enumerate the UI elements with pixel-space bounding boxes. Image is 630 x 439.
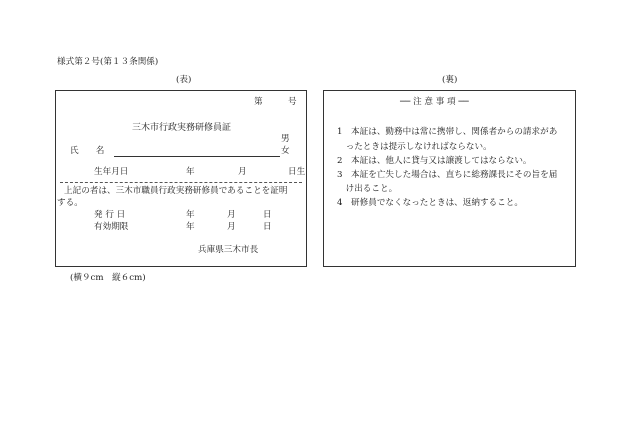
name-label: 氏 名 — [70, 146, 105, 156]
notice-item-1-cont: ったときは提示しなければならない。 — [337, 142, 492, 152]
cert-line-2: する。 — [57, 198, 83, 208]
notice-title: ── 注 意 事 項 ── — [400, 97, 469, 107]
expiry-day: 日 — [263, 222, 272, 232]
notice-item-2: 2 本証は、他人に貸与又は譲渡してはならない。 — [337, 156, 532, 166]
birth-month: 月 — [238, 167, 247, 177]
issue-day: 日 — [263, 210, 272, 220]
number-dai: 第 — [254, 97, 263, 107]
issue-month: 月 — [227, 210, 236, 220]
number-gou: 号 — [288, 97, 297, 107]
front-side-label: (表) — [176, 75, 192, 85]
notice-item-3: 3 本証を亡失した場合は、直ちに総務課長にその旨を届 — [337, 170, 558, 180]
birth-year: 年 — [186, 167, 195, 177]
expiry-year: 年 — [186, 222, 195, 232]
back-side-label: (裏) — [442, 75, 458, 85]
issuer-name: 兵庫県三木市長 — [198, 245, 259, 255]
sex-female: 女 — [281, 146, 290, 156]
expiry-label: 有効期限 — [94, 222, 129, 232]
card-back — [323, 90, 576, 267]
size-note: (横９cm 縦６cm) — [70, 273, 146, 283]
notice-item-1: 1 本証は、勤務中は常に携帯し、関係者からの請求があ — [337, 127, 558, 137]
cert-line-1: 上記の者は、三木市職員行政実務研修員であることを証明 — [64, 186, 288, 196]
issue-year: 年 — [186, 210, 195, 220]
issue-label: 発 行 日 — [94, 210, 126, 220]
notice-item-4: 4 研修員でなくなったときは、返納すること。 — [337, 198, 523, 208]
sex-male: 男 — [281, 134, 290, 144]
card-front — [55, 90, 307, 267]
divider-dotted — [60, 182, 302, 183]
expiry-month: 月 — [227, 222, 236, 232]
notice-item-3-cont: け出ること。 — [337, 184, 398, 194]
birth-label: 生年月日 — [94, 167, 129, 177]
card-title: 三木市行政実務研修員証 — [132, 123, 232, 133]
birth-day: 日生 — [288, 167, 306, 177]
form-header: 様式第２号(第１３条関係) — [57, 57, 159, 67]
name-underline — [114, 156, 280, 157]
